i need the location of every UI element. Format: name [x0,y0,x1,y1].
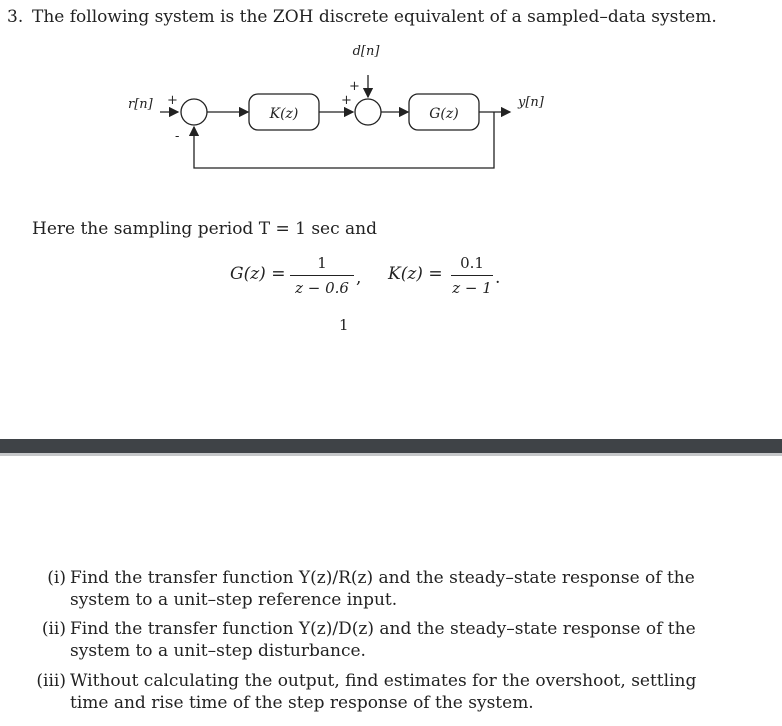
sum2-top-sign: + [349,79,360,94]
page-divider [0,439,782,456]
k-numerator: 0.1 [460,254,484,272]
block-diagram [0,0,782,180]
k-denominator: z − 1 [452,279,492,297]
g-denominator: z − 0.6 [295,279,349,297]
controller-label: K(z) [269,106,299,122]
sum1-minus-sign: - [175,129,180,144]
question-number: (iii) [36,671,66,691]
question-text: Find the transfer function Y(z)/R(z) and the steady–state response of the system to a unit–step reference input. [70,568,695,610]
output-label: y[n] [518,95,544,110]
given-intro: Here the sampling period T = 1 sec and [32,219,378,239]
g-equation-lhs: G(z) = [230,264,286,284]
sum1-plus-sign: + [167,93,178,108]
plant-label: G(z) [429,106,459,122]
problem-statement: The following system is the ZOH discrete equivalent of a sampled–data system. [32,7,717,27]
summing-junction-2 [355,99,381,125]
g-fraction [290,254,354,297]
question-number: (ii) [41,619,66,639]
stray-number: 1 [339,316,349,334]
sum2-left-sign: + [341,93,352,108]
k-fraction [451,254,493,297]
question-text: Find the transfer function Y(z)/D(z) and the steady–state response of the system to a unit–step disturbance. [70,619,696,661]
disturbance-label: d[n] [352,44,380,59]
question-number: (i) [47,568,66,588]
question-text: Without calculating the output, find estimates for the overshoot, settling time and rise time of the step response of the system. [70,671,697,713]
g-numerator: 1 [317,254,327,272]
k-end: . [495,268,501,288]
summing-junction-1 [181,99,207,125]
g-separator: , [356,268,362,288]
k-equation-lhs: K(z) = [388,264,443,284]
input-label: r[n] [128,97,153,112]
problem-number: 3. [7,7,24,27]
